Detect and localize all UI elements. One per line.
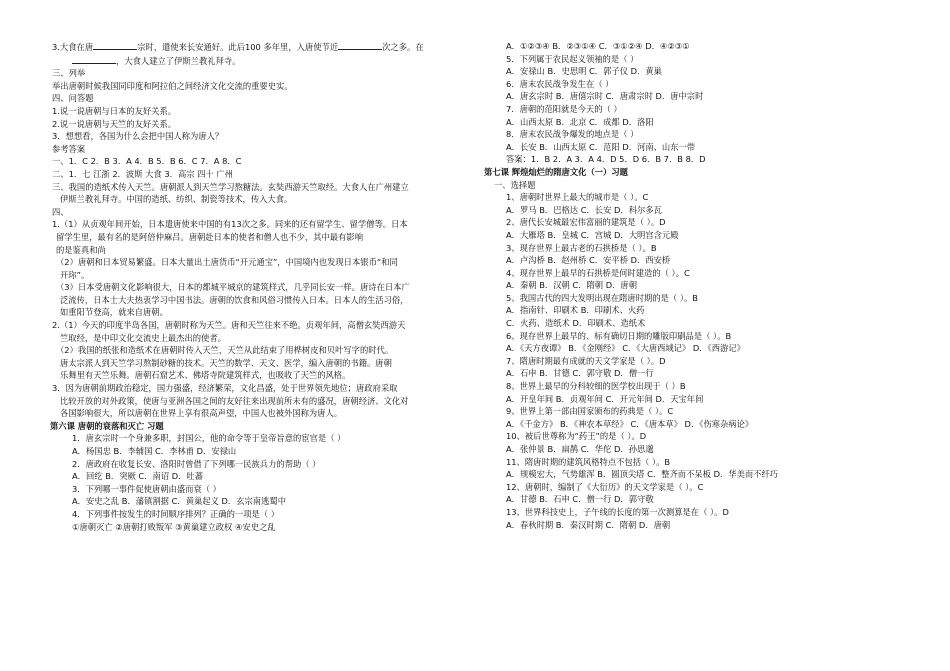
text-line <box>50 54 478 68</box>
text-line <box>484 40 910 53</box>
text-line <box>50 206 478 219</box>
text-line <box>484 292 910 305</box>
line-text: 1、唐朝时世界上最大的城市是（ ）。C <box>506 192 649 203</box>
text-line <box>50 458 478 471</box>
line-text: 5、我国古代的四大发明出现在隋唐时期的是（ ）。B <box>506 292 698 303</box>
text-line <box>50 294 478 307</box>
left-column <box>50 40 478 533</box>
fill-in-blank <box>72 54 116 64</box>
text-line <box>50 332 478 345</box>
text-line <box>50 244 478 257</box>
line-text: 4、现存世界上最早的石拱桥是何时建造的（ ）。C <box>506 267 690 278</box>
line-text: 如重阳节登高，就来自唐朝。 <box>60 307 168 318</box>
line-text: 2.说一说唐朝与天竺的友好关系。 <box>52 118 177 129</box>
line-text: 9、世界上第一部由国家颁布的药典是（ ）。C <box>506 406 674 417</box>
text-line <box>484 430 910 443</box>
text-line <box>50 521 478 534</box>
text-line <box>484 254 910 267</box>
section-heading <box>50 420 478 433</box>
line-text: A．指南针、印刷术 B．印刷术、火药 <box>506 305 645 316</box>
text-line <box>50 495 478 508</box>
line-text: 2．唐政府在收复长安、洛阳时曾借了下列哪一民族兵力的帮助（ ） <box>72 458 321 469</box>
line-text: 泛流传，日本士大夫热衷学习中国书法。唐朝的饮食和风俗习惯传入日本。日本人的生活习俗， <box>60 294 409 305</box>
line-text: 留学生里，最有名的是阿倍仲麻吕。唐朝赴日本的使者和僧人也不少，其中最有影响 <box>56 231 363 242</box>
text-line <box>484 380 910 393</box>
text-line <box>50 118 478 131</box>
section-heading <box>484 166 910 179</box>
line-text: 答案：1．B 2．A 3．A 4．D 5．D 6．B 7．B 8．D <box>506 154 706 165</box>
text-line <box>484 116 910 129</box>
text-line <box>50 357 478 370</box>
text-line <box>484 317 910 330</box>
text-line <box>484 65 910 78</box>
text-line <box>50 470 478 483</box>
line-text: ，大食人建立了伊斯兰教礼拜寺。 <box>116 55 241 66</box>
line-text: ①唐朝灭亡 ②唐朝打败叛军 ③黄巢建立政权 ④安史之乱 <box>72 521 276 532</box>
line-text: （2）我国的纸张和造纸术在唐朝时传入天竺，天竺从此结束了用桦树皮和贝叶写字的时代。 <box>56 345 394 356</box>
line-text: 13、世界科技史上，子午线的长度的第一次测算是在（ ）。D <box>506 506 729 517</box>
line-text: 二、1．七 江浙 2．波斯 大食 3．高宗 四十 广州 <box>52 168 234 179</box>
line-text: A．春秋时期 B．秦汉时期 C．隋朝 D．唐朝 <box>506 519 671 530</box>
line-text: C．火药、造纸术 D．印刷术、造纸术 <box>506 318 646 329</box>
line-text: A．卢沟桥 B．赵州桥 C．安平桥 D．西安桥 <box>506 255 671 266</box>
line-text: 7、隋唐时期最有成就的天文学家是（ ）。D <box>506 355 666 366</box>
text-line <box>50 105 478 118</box>
line-text: 四、 <box>52 206 69 217</box>
text-line <box>484 216 910 229</box>
line-text: 竺取经，是中印文化交流史上最杰出的使者。 <box>60 332 226 343</box>
line-text: 3．下列哪一事件促使唐朝由盛而衰（ ） <box>72 483 221 494</box>
text-line <box>484 330 910 343</box>
text-line <box>484 355 910 368</box>
line-text: 11、隋唐时期的建筑风格特点不包括（ ）。B <box>506 456 671 467</box>
text-line <box>484 204 910 217</box>
line-text: A．张仲景 B．扁鹊 C．华佗 D．孙思邈 <box>506 444 654 454</box>
text-line <box>50 432 478 445</box>
line-text: 1.（1）从贞观年间开始，日本遣唐使来中国的有13次之多。同来的还有留学生、留学僧等。日本 <box>52 219 408 230</box>
text-line <box>50 92 478 105</box>
text-line <box>484 367 910 380</box>
line-text: 第七课 辉煌灿烂的隋唐文化（一）习题 <box>484 166 628 177</box>
line-text: A．秦朝 B．汉朝 C．隋朝 D．唐朝 <box>506 280 638 291</box>
line-text: 参考答案 <box>52 143 86 154</box>
text-line <box>484 90 910 103</box>
text-line <box>484 481 910 494</box>
text-line <box>50 395 478 408</box>
line-text: 举出唐朝时候我国同印度和阿拉伯之间经济文化交流的重要史实。 <box>52 80 293 91</box>
text-line <box>484 405 910 418</box>
text-line <box>50 281 478 294</box>
fill-in-blank <box>93 40 137 50</box>
text-line <box>50 143 478 156</box>
text-line <box>484 342 910 355</box>
text-line <box>484 393 910 406</box>
line-text: 12、唐朝时，编制了《大衍历》的天文学家是（ ）。C <box>506 481 704 492</box>
line-text: 三、列举 <box>52 68 86 79</box>
line-text: 一、1．C 2．B 3．A 4．B 5．B 6．C 7．A 8．C <box>52 156 242 167</box>
text-line <box>50 67 478 80</box>
text-line <box>484 506 910 519</box>
line-text: 10、被后世尊称为“药王”的是（ ）。D <box>506 431 647 442</box>
text-line <box>50 218 478 231</box>
text-line <box>50 483 478 496</box>
line-text: 各国影响很大，所以唐朝在世界上享有很高声望，中国人也被外国称为唐人。 <box>60 408 343 419</box>
text-line <box>50 319 478 332</box>
line-text: A．开皇年间 B．贞观年间 C．开元年间 D．天宝年间 <box>506 393 704 404</box>
text-line <box>50 445 478 458</box>
text-line <box>50 344 478 357</box>
line-text: 第六课 唐朝的衰落和灭亡 习题 <box>50 420 164 431</box>
text-line <box>50 269 478 282</box>
line-text: 唐太宗派人到天竺学习熬制砂糖的技术。天竺的数学、天文、医学，编入唐朝的书籍。唐朝 <box>60 357 392 368</box>
right-column <box>484 40 910 531</box>
line-text: A．回纥 B．突厥 C．南诏 D．吐蕃 <box>72 471 204 482</box>
text-line <box>484 179 910 192</box>
line-text: A．《千金方》 B．《神农本草经》 C．《唐本草》 D．《伤寒杂病论》 <box>506 418 754 429</box>
text-line <box>484 153 910 166</box>
text-line <box>484 242 910 255</box>
text-line <box>484 279 910 292</box>
text-line <box>50 80 478 93</box>
text-line <box>484 519 910 532</box>
text-line <box>484 456 910 469</box>
line-text: 伊斯兰教礼拜寺。中国的造纸、纺织、制瓷等技术，传入大食。 <box>60 194 293 205</box>
line-text: 3．想想看，各国为什么会把中国人称为唐人？ <box>52 131 224 142</box>
text-line <box>50 231 478 244</box>
line-text: A．罗马 B．巴格达 C．长安 D．科尔多瓦 <box>506 204 662 215</box>
text-line <box>484 229 910 242</box>
line-text: A．唐玄宗时 B．唐僖宗时 C．唐肃宗时 D．唐中宗时 <box>506 91 704 102</box>
line-text: 3.大食在唐 <box>52 42 94 52</box>
line-text: 8、世界上最早的分科较细的医学校出现于（ ）B <box>506 381 686 392</box>
line-text: （2）唐朝和日本贸易繁盛。日本大量出土唐货币“开元通宝”，中国境内也发现日本银币“和同 <box>56 257 398 268</box>
line-text: 2.（1）今天的印度半岛各国，唐朝时称为天竺。唐和天竺往来不绝。贞观年间，高僧玄奘西游天 <box>52 320 406 331</box>
text-line <box>50 407 478 420</box>
text-line <box>484 53 910 66</box>
text-line <box>484 191 910 204</box>
line-text: A．①②③④ B．②③①④ C．③①②④ D．④②③① <box>506 41 690 51</box>
text-line <box>484 443 910 456</box>
line-text: A．石申 B．甘德 C．郭守敬 D．僧一行 <box>506 368 654 379</box>
text-line <box>484 141 910 154</box>
text-line <box>50 155 478 168</box>
line-text: 3．因为唐朝前期政治稳定，国力强盛，经济繁荣，文化昌盛，处于世界领先地位；唐政府采取 <box>52 383 398 394</box>
line-text: 4．下列事件按发生的时间顺序排列？正确的一项是（ ） <box>72 508 280 519</box>
line-text: 1.说一说唐朝与日本的友好关系。 <box>52 105 177 116</box>
text-line <box>50 40 478 54</box>
line-text: 5．下列属于农民起义领袖的是（ ） <box>506 53 639 64</box>
line-text: 的是鉴真和尚 <box>56 244 106 255</box>
line-text: A．安史之乱 B．藩镇割据 C．黄巢起义 D．玄宗南逃蜀中 <box>72 496 286 507</box>
line-text: A．大雁塔 B．皇城 C．宫城 D．大明宫含元殿 <box>506 229 679 240</box>
fill-in-blank <box>338 40 382 50</box>
line-text: 3、现存世界上最古老的石拱桥是（ ）。B <box>506 242 657 253</box>
line-text: 宗时，遣使来长安通好。此后100 多年里，入唐使节近 <box>137 42 339 52</box>
text-line <box>50 168 478 181</box>
line-text: A．规模宏大，气势雄浑 B．圆顶尖塔 C．整齐而不呆板 D．华美而不纤巧 <box>506 469 779 480</box>
text-line <box>484 418 910 431</box>
line-text: 6．唐末农民战争发生在（ ） <box>506 78 614 89</box>
line-text: 三、我国的造纸术传入天竺。唐朝派人到天竺学习熬糖法。玄奘西游天竺取经。大食人在广州建立 <box>52 181 409 192</box>
line-text: 2、唐代长安城最宏伟富丽的建筑是（ ）。D <box>506 217 666 228</box>
text-line <box>50 256 478 269</box>
line-text: 1．唐玄宗时一个身兼多职，封国公，他的命令等于皇帝旨意的宦官是（ ） <box>72 433 346 444</box>
line-text: 开珎”。 <box>60 269 90 280</box>
text-line <box>484 103 910 116</box>
line-text: 8．唐末农民战争爆发的地点是（ ） <box>506 129 639 140</box>
line-text: 次之多。在 <box>382 42 424 52</box>
text-line <box>50 369 478 382</box>
line-text: 乐舞里有天竺乐舞。唐朝石窟艺术、佛塔寺院建筑样式，也吸收了天竺的风格。 <box>60 370 351 381</box>
line-text: 6、现存世界上最早的、标有确切日期的雕版印刷品是（ ）。B <box>506 330 732 341</box>
line-text: A．山西太原 B．北京 C．成都 D．洛阳 <box>506 116 654 127</box>
line-text: A．长安 B．山西太原 C．范阳 D．河南、山东一带 <box>506 141 696 152</box>
text-line <box>50 382 478 395</box>
text-line <box>484 267 910 280</box>
text-line <box>50 193 478 206</box>
text-line <box>50 130 478 143</box>
line-text: （3）日本受唐朝文化影响很大，日本的都城平城京的建筑样式，几乎同长安一样。唐诗在日本广 <box>56 282 410 293</box>
text-line <box>484 128 910 141</box>
line-text: A．《天方夜谭》 B．《金刚经》 C．《大唐西域记》 D．《西游记》 <box>506 343 745 354</box>
line-text: A．甘德 B．石申 C．僧一行 D．郭守敬 <box>506 494 654 505</box>
text-line <box>484 304 910 317</box>
text-line <box>50 306 478 319</box>
line-text: 一、选择题 <box>494 179 536 190</box>
text-line <box>484 78 910 91</box>
text-line <box>484 493 910 506</box>
line-text: 7．唐朝的范阳就是今天的（ ） <box>506 103 622 114</box>
text-line <box>50 181 478 194</box>
text-line <box>50 508 478 521</box>
line-text: 四、问答题 <box>52 93 94 104</box>
line-text: A．杨国忠 B．李辅国 C．李林甫 D．安禄山 <box>72 446 237 456</box>
line-text: A．安禄山 B．史思明 C．郭子仪 D．黄巢 <box>506 66 662 77</box>
text-line <box>484 468 910 481</box>
line-text: 比较开放的对外政策，使唐与亚洲各国之间的友好往来出现前所未有的盛况，唐朝经济、文化对 <box>60 395 409 406</box>
